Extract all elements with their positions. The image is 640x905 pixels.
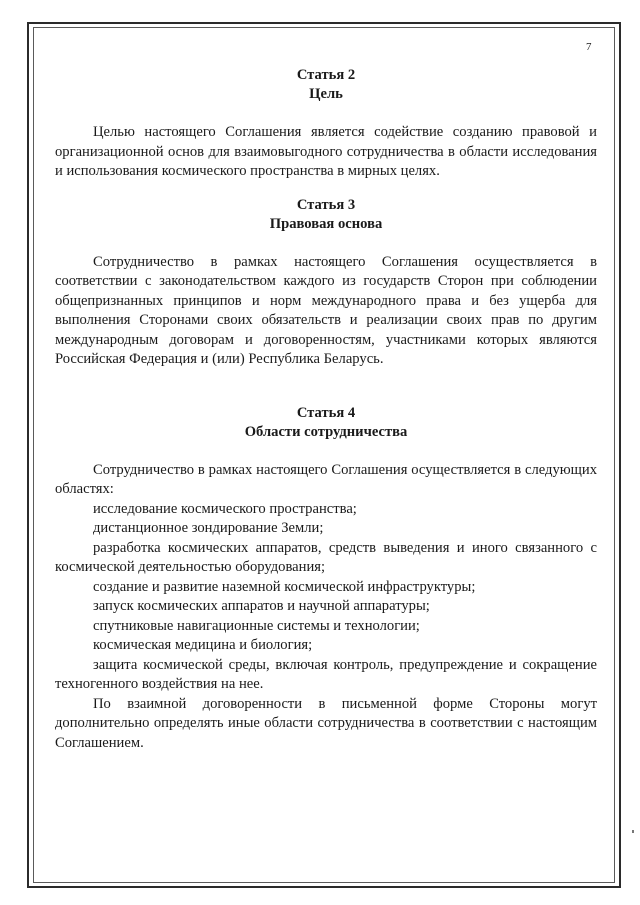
article-closing: По взаимной договоренности в письменной форме Стороны могут дополнительно определять иные области сотрудничества в соответствии с настоящим Соглашением. xyxy=(55,695,597,751)
article-4 xyxy=(55,404,597,754)
list-item: создание и развитие наземной космической инфраструктуры; xyxy=(93,578,476,595)
article-intro: Сотрудничество в рамках настоящего Соглашения осуществляется в следующих областях: xyxy=(55,461,597,497)
list-item: разработка космических аппаратов, средств выведения и иного связанного с космической деятельностью оборудования; xyxy=(55,539,597,575)
list-item: спутниковые навигационные системы и технологии; xyxy=(93,617,420,634)
scan-mark xyxy=(632,830,634,833)
list-item: космическая медицина и биология; xyxy=(93,637,313,653)
article-paragraph: Сотрудничество в рамках настоящего Соглашения осуществляется в соответствии с законодательством каждого из государств Сторон при соблюдении общепризнанных принципов и норм международного права и без ущерба для выполнения Сторонами своих обязательств и реализации своих прав по другим международным договорам и договоренностям, участниками которых являются Российская Федерация и (или) Республика Беларусь. xyxy=(55,253,597,367)
list-item: защита космической среды, включая контроль, предупреждение и сокращение техногенного воздействия на нее. xyxy=(55,656,597,692)
article-title: Области сотрудничества xyxy=(244,423,408,440)
list-item: дистанционное зондирование Земли; xyxy=(93,520,324,536)
article-2 xyxy=(55,66,597,182)
article-title: Правовая основа xyxy=(269,215,383,232)
article-title: Цель xyxy=(309,86,343,102)
article-number: Статья 2 xyxy=(296,67,356,83)
article-3 xyxy=(55,196,597,370)
page-number: 7 xyxy=(586,41,592,53)
article-number: Статья 4 xyxy=(296,404,356,421)
article-number: Статья 3 xyxy=(296,196,356,213)
document-body xyxy=(55,66,597,753)
article-paragraph: Целью настоящего Соглашения является содействие созданию правовой и организационной основ для взаимовыгодного сотрудничества в области исследования и использования космического пространства в мирных целях. xyxy=(55,124,597,179)
list-item: исследование космического пространства; xyxy=(93,500,357,517)
list-item: запуск космических аппаратов и научной аппаратуры; xyxy=(93,598,430,614)
